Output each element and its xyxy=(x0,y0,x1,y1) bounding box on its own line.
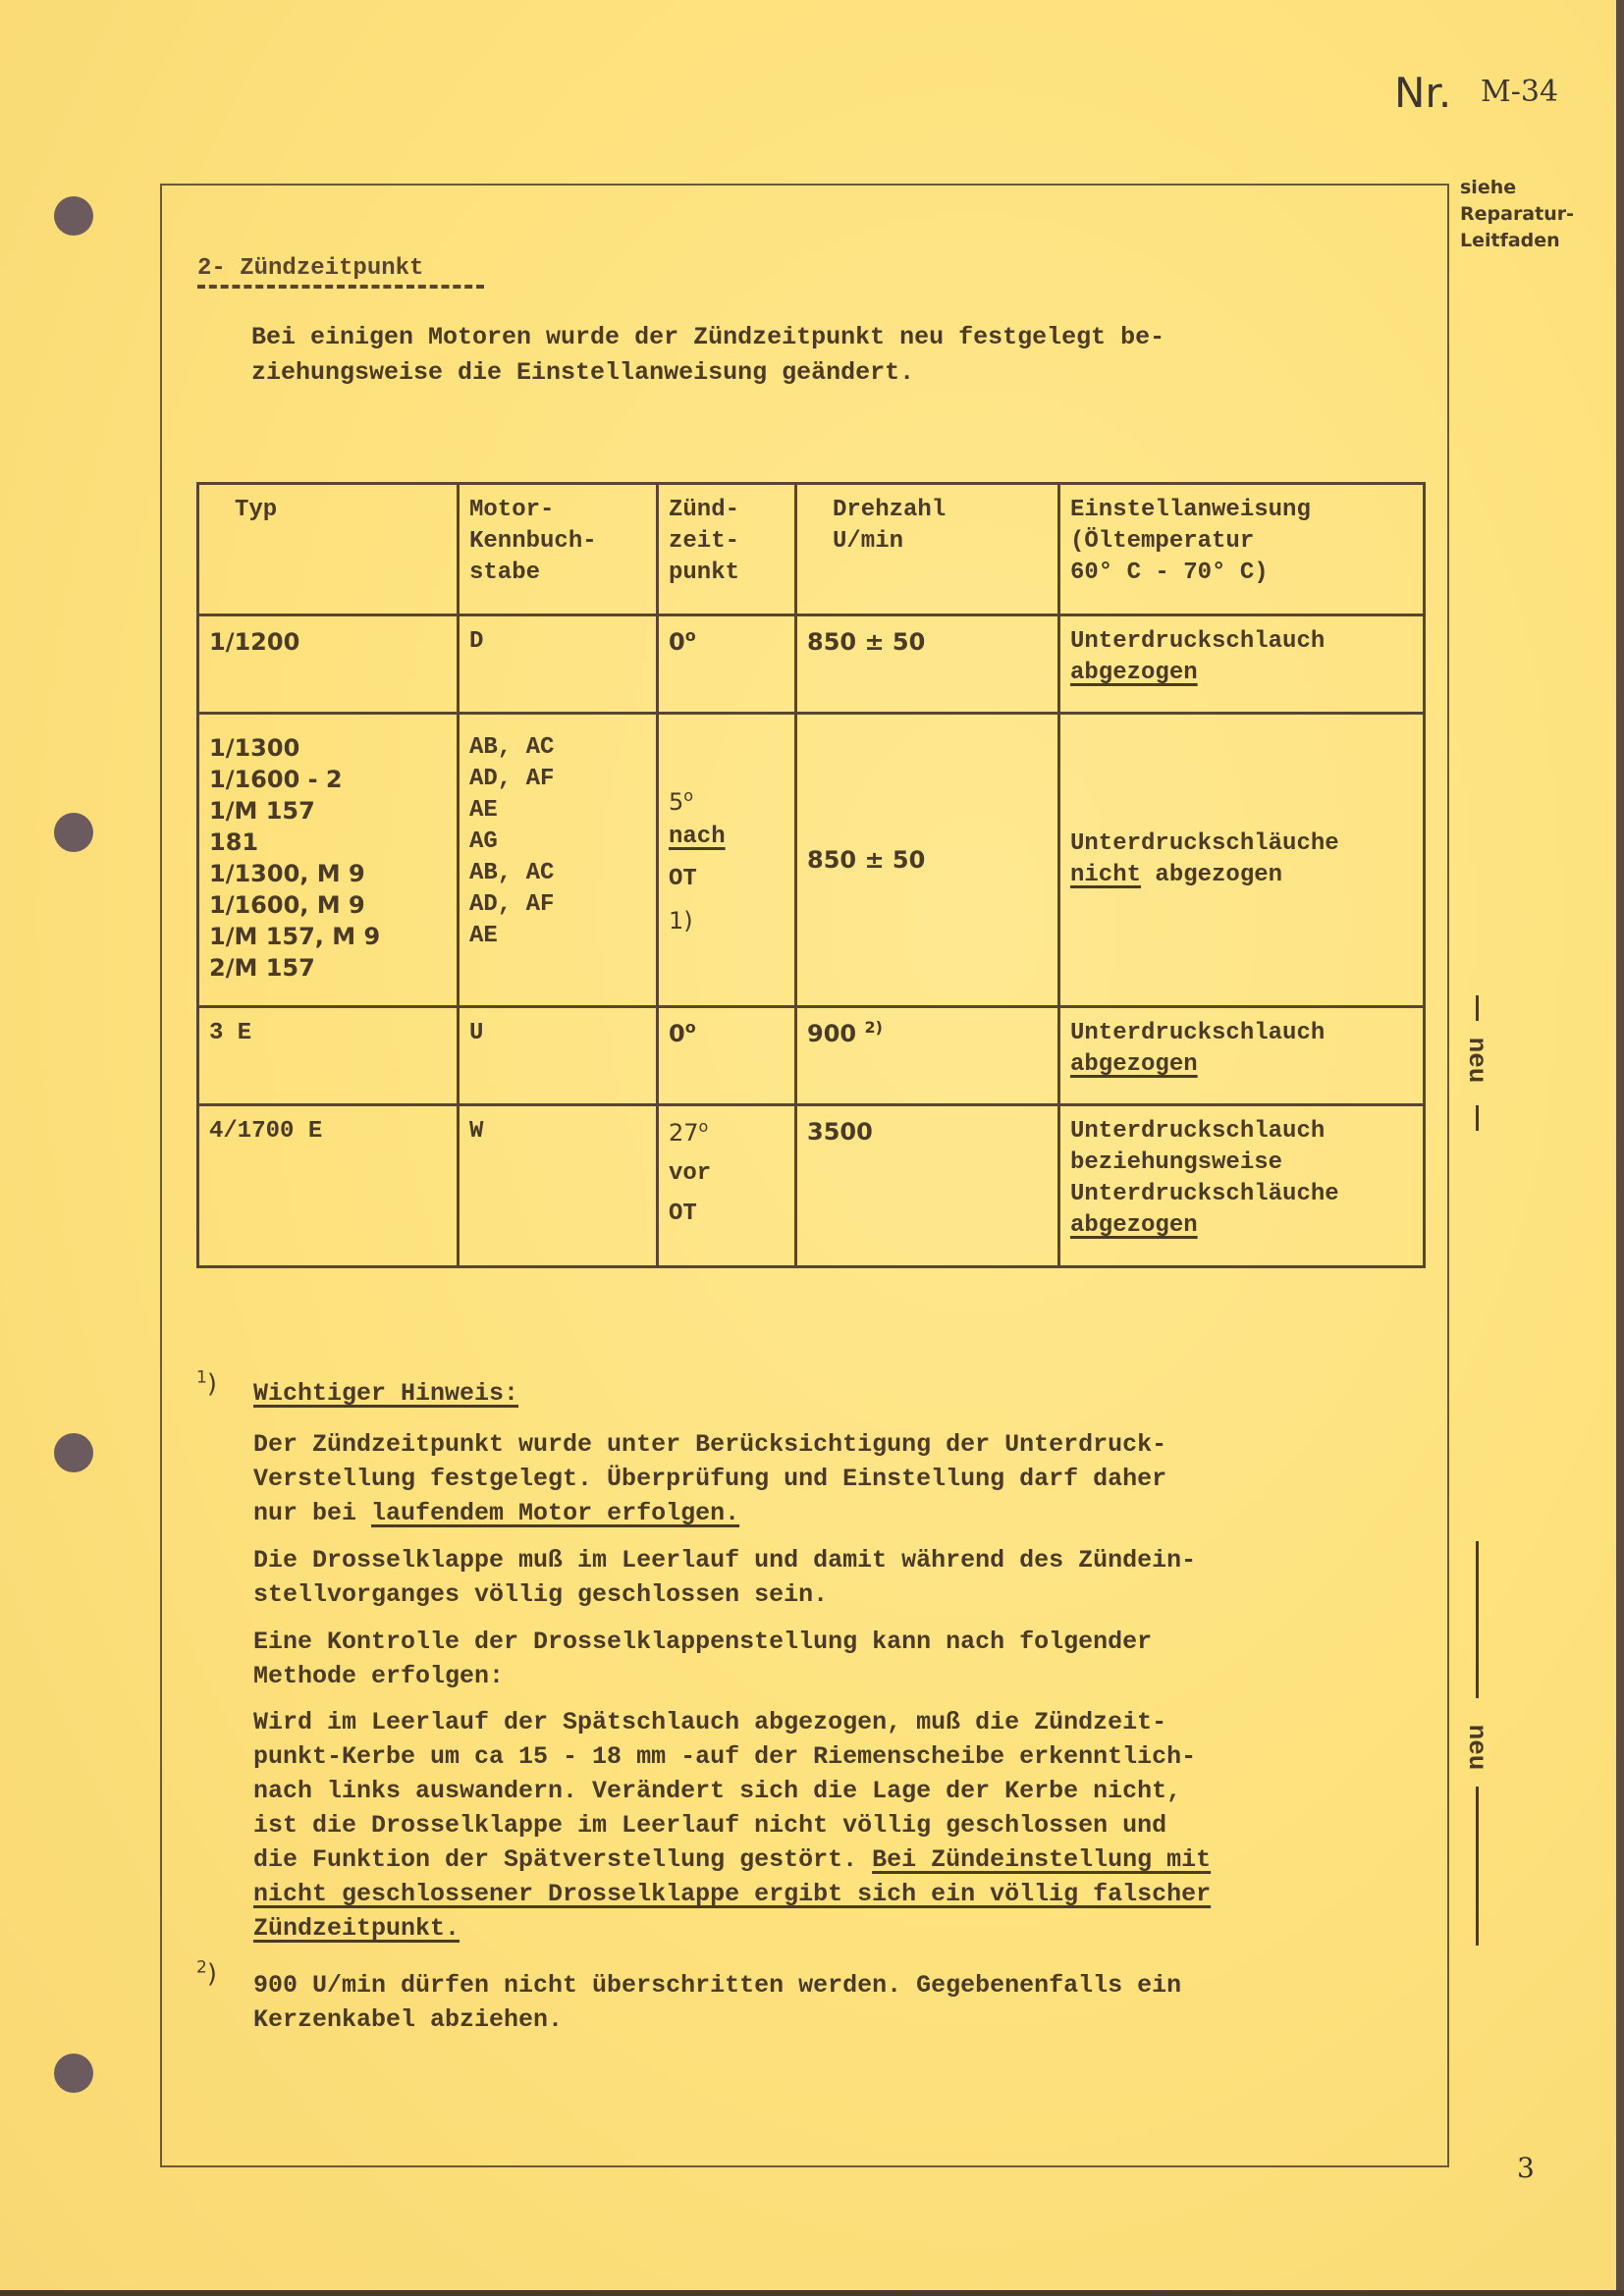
punch-hole-icon xyxy=(54,196,93,236)
cell-einstell: Unterdruckschläuche nicht abgezogen xyxy=(1059,714,1425,1007)
intro-paragraph xyxy=(251,320,1380,391)
table-row xyxy=(198,1105,1425,1267)
cell-typ: 3 E xyxy=(198,1007,459,1105)
footnote-ref: 2) xyxy=(864,1018,883,1037)
table-row xyxy=(198,714,1425,1007)
footnote-1-paragraph-2: Die Drosselklappe muß im Leerlauf und damit während des Zündein- stellvorganges völlig geschlossen sein. xyxy=(253,1546,1197,1609)
cell-einstell: Unterdruckschlauch abgezogen xyxy=(1059,1007,1425,1105)
margin-bar xyxy=(1476,995,1479,1021)
margin-mark-text: neu xyxy=(1462,1037,1491,1084)
cell-motor: AB, AC AD, AF AE AG AB, AC AD, AF AE xyxy=(459,714,658,1007)
header-zuendzeitpunkt: Zünd- zeit- punkt xyxy=(658,484,796,615)
intro-line: Bei einigen Motoren wurde der Zündzeitpunkt neu festgelegt be- xyxy=(251,323,1165,351)
side-note-line: siehe xyxy=(1460,177,1517,198)
footnote-1-marker: $^1$) xyxy=(196,1367,217,1399)
footnote-1-paragraph-1: Der Zündzeitpunkt wurde unter Berücksichtigung der Unterdruck- Verstellung festgelegt. Überprüfung und Einstellung darf daher nur bei laufendem Motor erfolgen. xyxy=(253,1430,1167,1527)
footnote-1-paragraph-3: Eine Kontrolle der Drosselklappenstellung kann nach folgender Methode erfolgen: xyxy=(253,1628,1153,1690)
cell-motor: W xyxy=(459,1105,658,1267)
cell-zuend: 5$^o$ nach OT 1) xyxy=(658,714,796,1007)
side-note-line: Leitfaden xyxy=(1460,230,1560,251)
header-einstellanweisung: Einstellanweisung (Öltemperatur 60° C - 70° C) xyxy=(1059,484,1425,615)
margin-bar xyxy=(1476,1105,1479,1131)
header-typ: Typ xyxy=(198,484,459,615)
table-row xyxy=(198,615,1425,714)
page-edge-bottom xyxy=(0,2290,1624,2296)
footnote-2-marker: $^2$) xyxy=(196,1957,217,1989)
punch-hole-icon xyxy=(54,1433,93,1472)
intro-line: ziehungsweise die Einstellanweisung geändert. xyxy=(251,358,915,387)
cell-drehzahl: 850 ± 50 xyxy=(796,615,1059,714)
cell-typ: 4/1700 E xyxy=(198,1105,459,1267)
document-number-label: Nr. xyxy=(1394,69,1452,117)
cell-drehzahl: 900 $^{2)}$ xyxy=(796,1007,1059,1105)
page-number: 3 xyxy=(1517,2152,1535,2184)
section-title-text: 2- Zündzeitpunkt xyxy=(197,255,424,282)
cell-motor: U xyxy=(459,1007,658,1105)
cell-drehzahl: 850 ± 50 xyxy=(796,714,1059,1007)
cell-zuend: 0$^o$ xyxy=(658,1007,796,1105)
punch-hole-icon xyxy=(54,2054,93,2093)
cell-zuend: 0$^o$ xyxy=(658,615,796,714)
side-note xyxy=(1460,175,1574,254)
footnote-1-title: Wichtiger Hinweis: xyxy=(253,1379,519,1408)
side-note-line: Reparatur- xyxy=(1460,203,1574,225)
margin-bar xyxy=(1476,1541,1479,1698)
table-row xyxy=(198,1007,1425,1105)
ignition-timing-table xyxy=(196,482,1426,1268)
header-drehzahl: Drehzahl U/min xyxy=(796,484,1059,615)
document-number: M-34 xyxy=(1481,75,1559,109)
page-edge-right xyxy=(1616,0,1624,2296)
margin-mark-text: neu xyxy=(1462,1724,1491,1771)
table-header-row xyxy=(198,484,1425,615)
footnote-1-paragraph-4: Wird im Leerlauf der Spätschlauch abgezogen, muß die Zündzeit- punkt-Kerbe um ca 15 - 18 mm -auf der Riemenscheibe erkenntlich- nach links auswandern. Verändert sich die Lage der Kerbe nicht, ist die Drosselklappe im Leerlauf nicht völlig geschlossen und die Funktion der Spätverstellung gestört. Bei Zündeinstellung mit nicht geschlossener Drosselklappe ergibt sich ein völlig falscher Zündzeitpunkt. xyxy=(253,1708,1212,1943)
cell-typ: 1/1300 1/1600 - 2 1/M 157 181 1/1300, M 9 1/1600, M 9 1/M 157, M 9 2/M 157 xyxy=(198,714,459,1007)
cell-zuend: 27$^o$ vor OT xyxy=(658,1105,796,1267)
cell-einstell: Unterdruckschlauch abgezogen xyxy=(1059,615,1425,714)
cell-einstell: Unterdruckschlauch beziehungsweise Unterdruckschläuche abgezogen xyxy=(1059,1105,1425,1267)
header-motor-kennbuchstabe: Motor- Kennbuch- stabe xyxy=(459,484,658,615)
cell-motor: D xyxy=(459,615,658,714)
cell-typ: 1/1200 xyxy=(198,615,459,714)
footnote-2-text: 900 U/min dürfen nicht überschritten werden. Gegebenenfalls ein Kerzenkabel abziehen. xyxy=(253,1971,1182,2034)
cell-drehzahl: 3500 xyxy=(796,1105,1059,1267)
margin-mark-neu xyxy=(1457,1541,1496,1953)
margin-bar xyxy=(1476,1787,1479,1946)
title-dashed-underline xyxy=(197,285,484,289)
margin-mark-neu xyxy=(1457,991,1496,1129)
punch-hole-icon xyxy=(54,813,93,852)
section-title xyxy=(197,255,423,282)
